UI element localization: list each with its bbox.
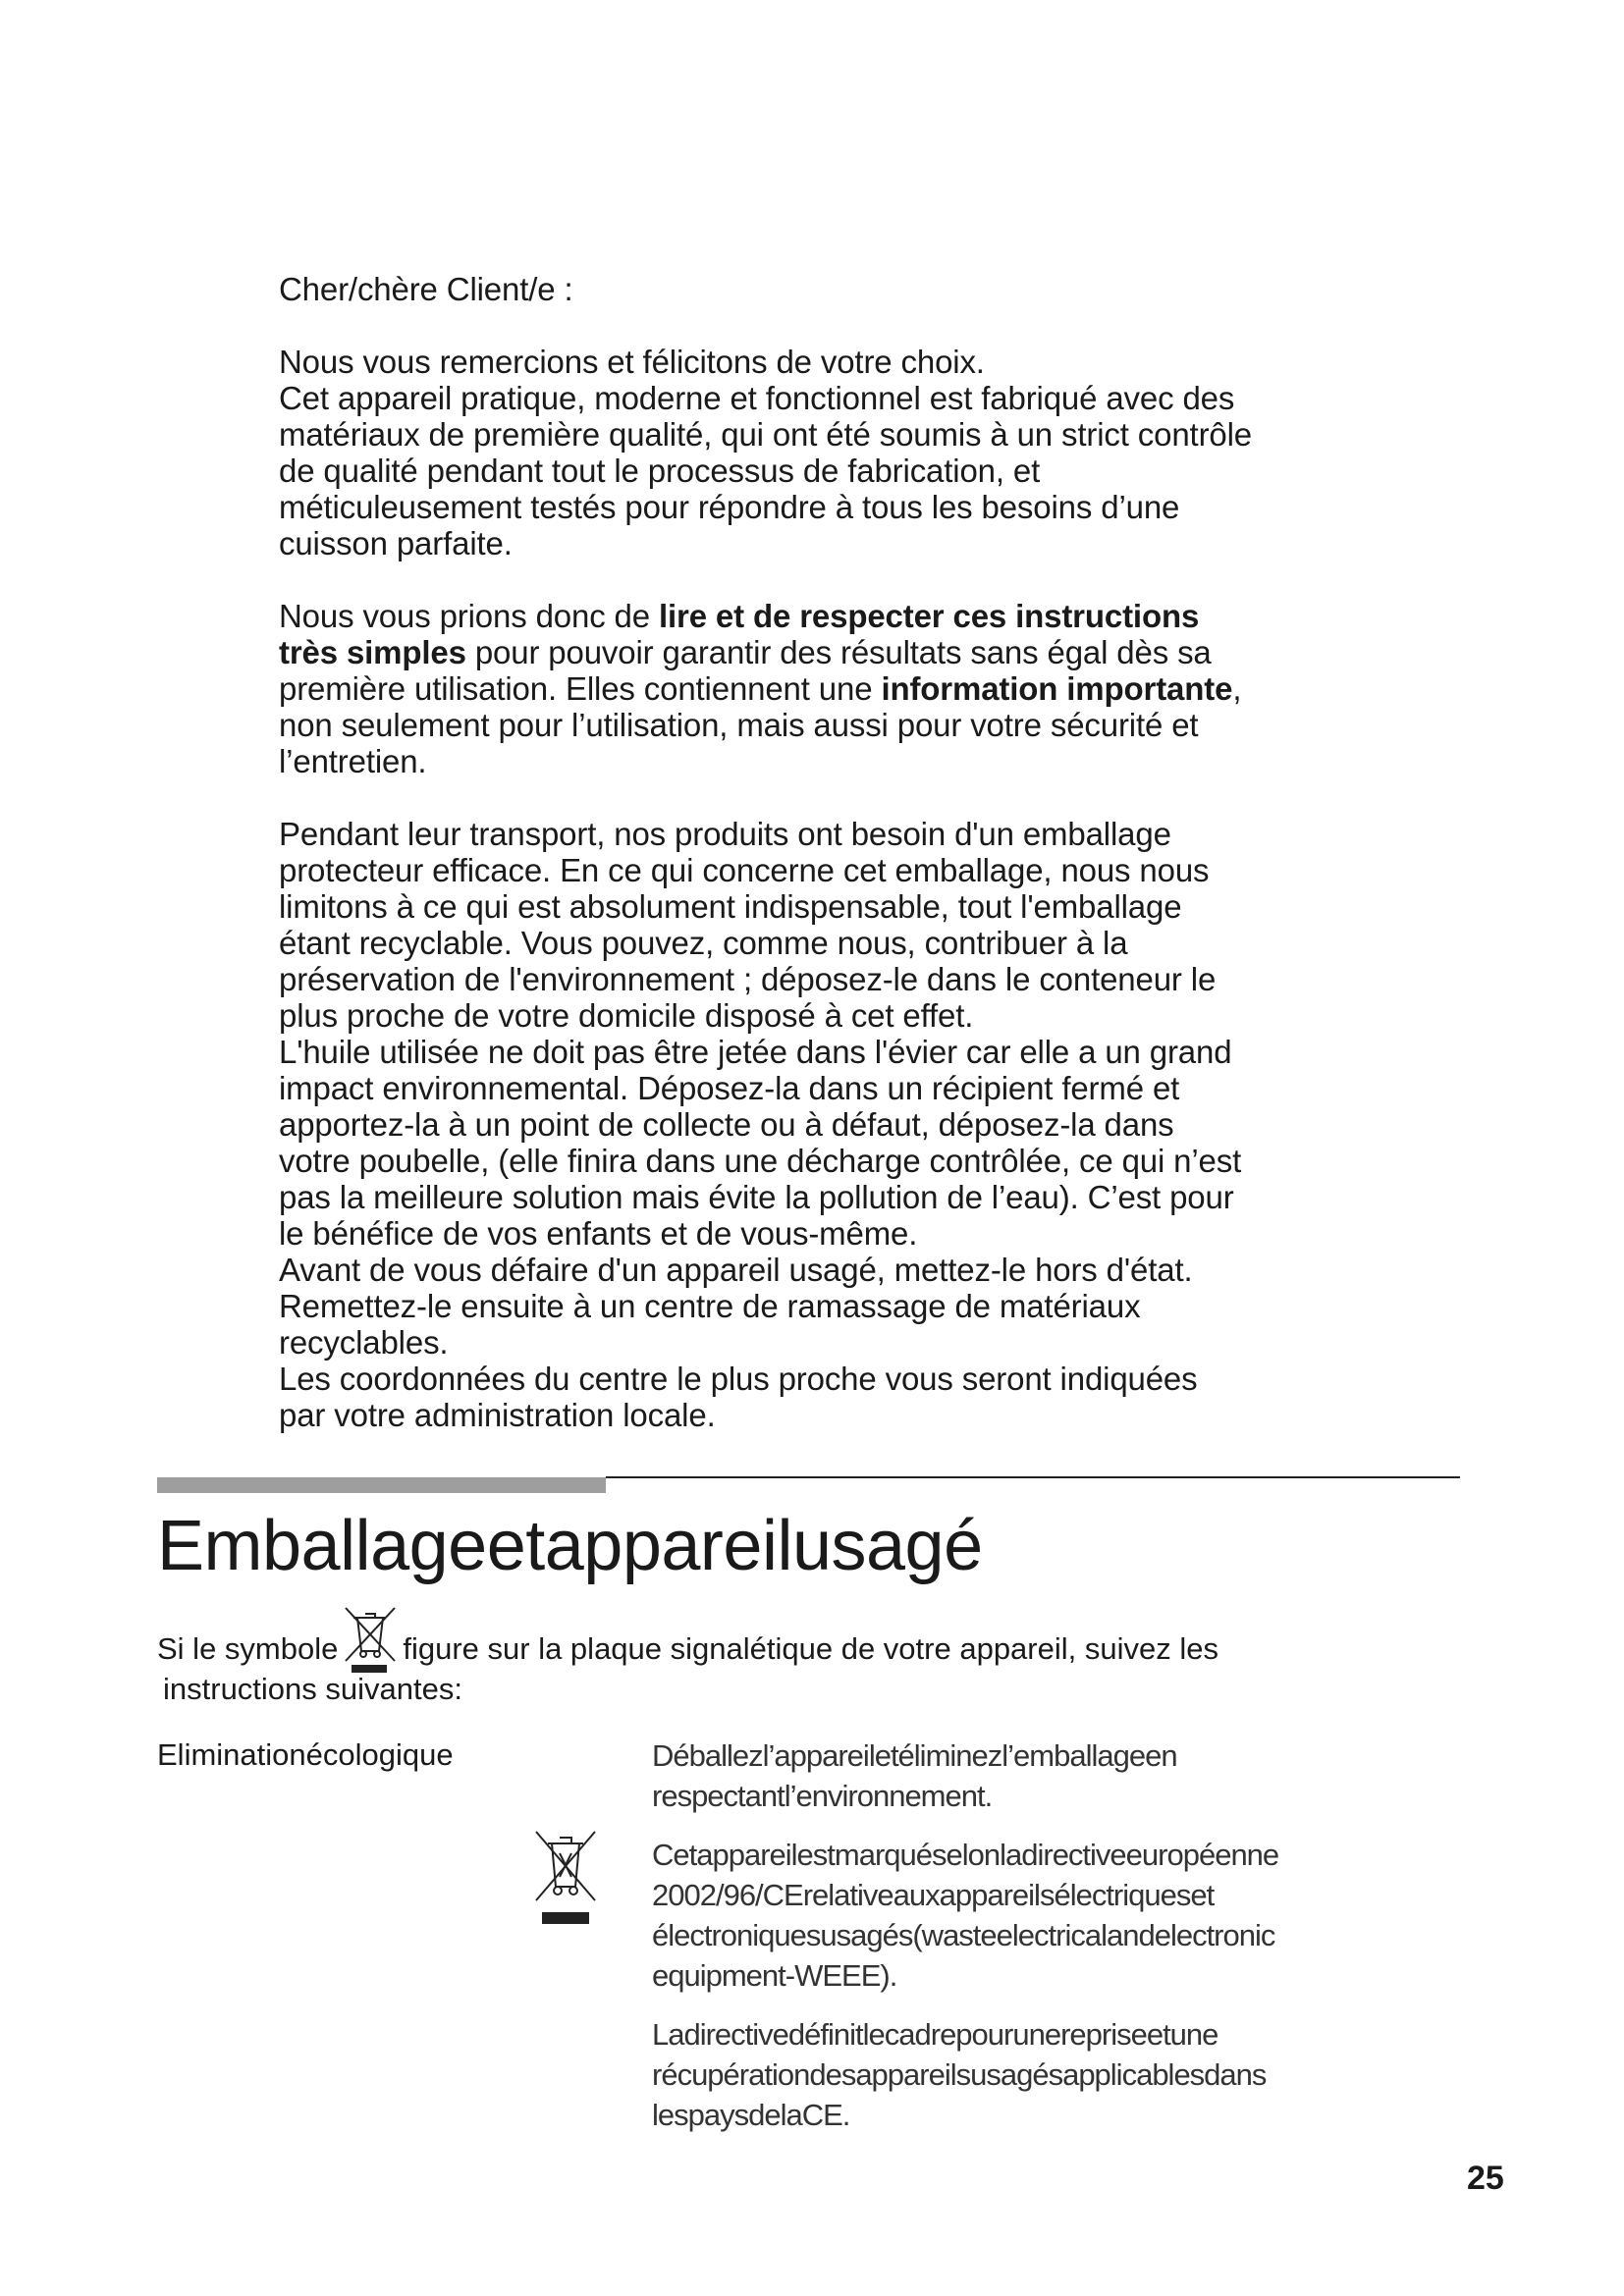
text-line: de qualité pendant tout le processus de fabrication, et [279, 453, 1041, 489]
text-line: apportez-la à un point de collecte ou à défaut, déposez-la dans [279, 1106, 1174, 1143]
text-run: pour pouvoir garantir des résultats sans égal dès sa [465, 634, 1212, 670]
text-line: respectantl’environnement. [652, 1779, 993, 1813]
text-line: protecteur efficace. En ce qui concerne cet emballage, nous nous [279, 852, 1210, 888]
text-line: pas la meilleure solution mais évite la pollution de l’eau). C’est pour [279, 1179, 1234, 1215]
crossed-out-wheelie-bin-icon [338, 1614, 401, 1673]
text-line: Avant de vous défaire d'un appareil usagé, mettez-le hors d'état. [279, 1252, 1193, 1288]
symbol-instruction-continued: instructions suivantes: [163, 1672, 462, 1706]
text-line: 2002/96/CErelativeauxappareilsélectriqueset [652, 1878, 1215, 1912]
text-line: lespaysdelaCE. [652, 2098, 850, 2132]
text-line: equipment-WEEE). [652, 1958, 897, 1993]
text-line: récupérationdesappareilsusagésapplicablesdans [652, 2057, 1267, 2092]
text-run: Nous vous prions donc de [279, 598, 659, 634]
text-line [279, 670, 1369, 707]
text-line: Pendant leur transport, nos produits ont besoin d'un emballage [279, 816, 1171, 852]
text-line: électroniquesusagés(wasteelectricalandelectronic [652, 1918, 1275, 1952]
emphasis-text: lire et de respecter ces instructions [658, 598, 1200, 634]
page-number: 25 [1467, 2160, 1504, 2197]
text-line: Ladirectivedéfinitlecadrepourunerepriseetune [652, 2017, 1218, 2052]
text-line: préservation de l'environnement ; déposez-le dans le conteneur le [279, 961, 1217, 997]
text-line [279, 634, 1369, 670]
emphasis-text: information importante [881, 670, 1233, 707]
text-line: L'huile utilisée ne doit pas être jetée dans l'évier car elle a un grand [279, 1034, 1232, 1070]
text-line [279, 598, 1369, 634]
symbol-instruction [157, 1614, 1434, 1673]
text-line: Déballezl’appareiletéliminezl’emballageen [652, 1738, 1177, 1773]
text-line: méticuleusement testés pour répondre à tous les besoins d’une [279, 489, 1180, 525]
intro-paragraph-3 [279, 816, 1369, 1433]
intro-paragraph-2 [279, 598, 1369, 779]
salutation: Cher/chère Client/e : [279, 271, 573, 307]
text-line: par votre administration locale. [279, 1397, 716, 1433]
text-run: , [1232, 670, 1242, 707]
text-line: matériaux de première qualité, qui ont été soumis à un strict contrôle [279, 416, 1253, 453]
elimination-text [652, 1735, 1418, 2154]
text-line: Cetappareilestmarquéselonladirectiveeuropéenne [652, 1838, 1279, 1872]
text-run: première utilisation. Elles contiennent une [279, 670, 882, 707]
crossed-out-wheelie-bin-icon [530, 1828, 601, 1926]
intro-paragraph-1 [279, 344, 1369, 561]
intro-text [279, 271, 1369, 1469]
text-line: le bénéfice de vos enfants et de vous-même. [279, 1215, 918, 1252]
text-line: cuisson parfaite. [279, 525, 513, 561]
text-line: non seulement pour l’utilisation, mais aussi pour votre sécurité et [279, 707, 1199, 743]
text-line: impact environnemental. Déposez-la dans un récipient fermé et [279, 1070, 1180, 1106]
emphasis-text: très simples [279, 634, 466, 670]
section-divider-line [606, 1476, 1460, 1478]
elimination-paragraph [652, 1735, 1418, 1816]
elimination-label: Eliminationécologique [157, 1737, 454, 1772]
symbol-text-before: Si le symbole [157, 1631, 339, 1666]
text-line: limitons à ce qui est absolument indispensable, tout l'emballage [279, 888, 1182, 925]
text-line: étant recyclable. Vous pouvez, comme nous, contribuer à la [279, 925, 1128, 961]
symbol-text-after: figure sur la plaque signalétique de votre appareil, suivez les [403, 1631, 1218, 1666]
text-line: recyclables. [279, 1324, 449, 1361]
text-line: plus proche de votre domicile disposé à cet effet. [279, 997, 974, 1034]
text-line: Cet appareil pratique, moderne et fonctionnel est fabriqué avec des [279, 380, 1235, 416]
elimination-paragraph [652, 1835, 1418, 1996]
text-line: votre poubelle, (elle finira dans une décharge contrôlée, ce qui n’est [279, 1143, 1242, 1179]
text-line: Remettez-le ensuite à un centre de ramassage de matériaux [279, 1288, 1141, 1324]
section-divider-accent [157, 1477, 606, 1493]
text-line: Les coordonnées du centre le plus proche vous seront indiquées [279, 1361, 1198, 1397]
section-title: Emballageetappareilusagé [157, 1507, 983, 1585]
elimination-paragraph [652, 2014, 1418, 2135]
text-line: Nous vous remercions et félicitons de votre choix. [279, 344, 985, 380]
text-line: l’entretien. [279, 743, 427, 779]
